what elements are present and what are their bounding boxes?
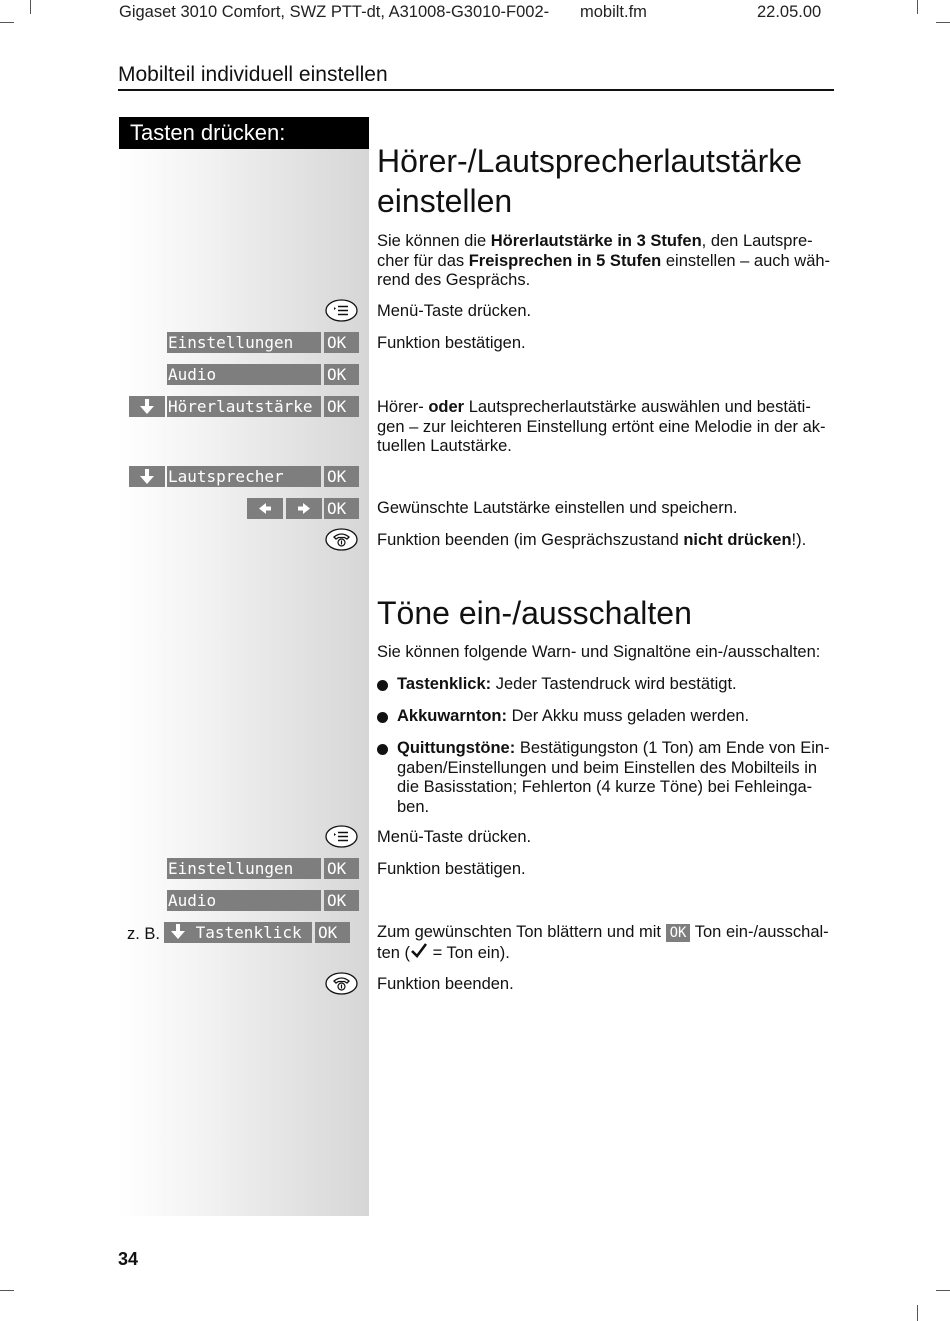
ok-softkey[interactable]: OK bbox=[324, 396, 359, 417]
volume-heading-line2: einstellen bbox=[377, 183, 513, 219]
bullet-quittungstoene: Quittungstöne: Bestätigungston (1 Ton) am Ende von Ein- gaben/Einstellungen und beim Einstellen des Mobilteils in die Basisstation; Fehlerton (4 kurze Töne) bei Fehleinga- ben. bbox=[397, 739, 830, 816]
arrow-down-key[interactable] bbox=[129, 466, 165, 487]
display-lautsprecher[interactable]: Lautsprecher bbox=[167, 466, 321, 487]
ok-softkey[interactable]: OK bbox=[324, 332, 359, 353]
ok-softkey[interactable]: OK bbox=[324, 466, 359, 487]
checkmark-icon bbox=[410, 943, 428, 959]
header-rule bbox=[118, 89, 834, 91]
menu-key-icon[interactable] bbox=[325, 825, 358, 848]
crop-mark bbox=[30, 0, 31, 14]
ok-softkey[interactable]: OK bbox=[315, 922, 350, 943]
ok-softkey[interactable]: OK bbox=[324, 364, 359, 385]
page-number: 34 bbox=[118, 1249, 139, 1269]
volume-step-adjust: Gewünschte Lautstärke einstellen und speichern. bbox=[377, 499, 738, 517]
header-file-name: mobilt.fm bbox=[580, 3, 647, 21]
volume-heading-line1: Hörer-/Lautsprecherlautstärke bbox=[377, 143, 803, 179]
bullet-dot bbox=[377, 680, 388, 691]
volume-intro: Sie können die Hörerlautstärke in 3 Stufen, den Lautspre- cher für das Freisprechen in 5 Stufen einstellen – auch wäh- rend des Gesprächs. bbox=[377, 232, 831, 289]
display-hoererlautstaerke[interactable]: Hörerlautstärke bbox=[167, 396, 321, 417]
volume-step-select: Hörer- oder Lautsprecherlautstärke auswählen und bestäti- gen – zur leichteren Einstellung ertönt eine Melodie in der ak- tuellen Lautstärke. bbox=[377, 398, 826, 455]
volume-step-end: Funktion beenden (im Gesprächszustand nicht drücken!). bbox=[377, 531, 807, 549]
tones-step-end: Funktion beenden. bbox=[377, 975, 514, 993]
ok-inline-label: OK bbox=[666, 924, 691, 942]
display-audio[interactable]: Audio bbox=[167, 364, 321, 385]
bullet-akkuwarnton: Akkuwarnton: Der Akku muss geladen werden. bbox=[397, 707, 750, 725]
example-prefix: z. B. bbox=[127, 925, 161, 943]
ok-softkey[interactable]: OK bbox=[324, 498, 359, 519]
crop-mark bbox=[917, 0, 918, 14]
ok-softkey[interactable]: OK bbox=[324, 858, 359, 879]
bullet-tastenklick: Tastenklick: Jeder Tastendruck wird bestätigt. bbox=[397, 675, 737, 693]
arrow-left-icon bbox=[247, 498, 283, 519]
crop-mark bbox=[917, 1305, 918, 1321]
tones-step-menu: Menü-Taste drücken. bbox=[377, 828, 532, 846]
ok-softkey[interactable]: OK bbox=[324, 890, 359, 911]
bullet-dot bbox=[377, 712, 388, 723]
header-date: 22.05.00 bbox=[757, 3, 822, 21]
end-call-key-icon[interactable] bbox=[325, 528, 358, 551]
display-tastenklick[interactable]: Tastenklick bbox=[164, 922, 312, 943]
arrow-left-key[interactable] bbox=[247, 498, 283, 519]
crop-mark bbox=[0, 22, 14, 23]
arrow-down-icon bbox=[129, 396, 165, 417]
tones-heading: Töne ein-/ausschalten bbox=[377, 595, 692, 631]
display-einstellungen[interactable]: Einstellungen bbox=[167, 332, 321, 353]
crop-mark bbox=[0, 1290, 14, 1291]
key-column-heading: Tasten drücken: bbox=[119, 117, 369, 149]
display-einstellungen[interactable]: Einstellungen bbox=[167, 858, 321, 879]
menu-key-icon[interactable] bbox=[325, 299, 358, 322]
tones-step-scroll: Zum gewünschten Ton blättern und mit OK Ton ein-/ausschal- ten ( = Ton ein). bbox=[377, 923, 829, 962]
arrow-down-icon bbox=[170, 923, 186, 941]
tones-intro: Sie können folgende Warn- und Signaltöne ein-/ausschalten: bbox=[377, 643, 821, 661]
end-call-key-icon[interactable] bbox=[325, 972, 358, 995]
tones-step-confirm: Funktion bestätigen. bbox=[377, 860, 526, 878]
arrow-down-key[interactable] bbox=[129, 396, 165, 417]
arrow-down-icon bbox=[129, 466, 165, 487]
crop-mark bbox=[936, 22, 950, 23]
volume-step-confirm: Funktion bestätigen. bbox=[377, 334, 526, 352]
section-title: Mobilteil individuell einstellen bbox=[118, 63, 388, 86]
header-file-info: Gigaset 3010 Comfort, SWZ PTT-dt, A31008-G3010-F002- bbox=[119, 3, 550, 21]
display-audio[interactable]: Audio bbox=[167, 890, 321, 911]
volume-step-menu: Menü-Taste drücken. bbox=[377, 302, 532, 320]
arrow-right-icon bbox=[286, 498, 322, 519]
bullet-dot bbox=[377, 744, 388, 755]
arrow-right-key[interactable] bbox=[286, 498, 322, 519]
crop-mark bbox=[936, 1290, 950, 1291]
